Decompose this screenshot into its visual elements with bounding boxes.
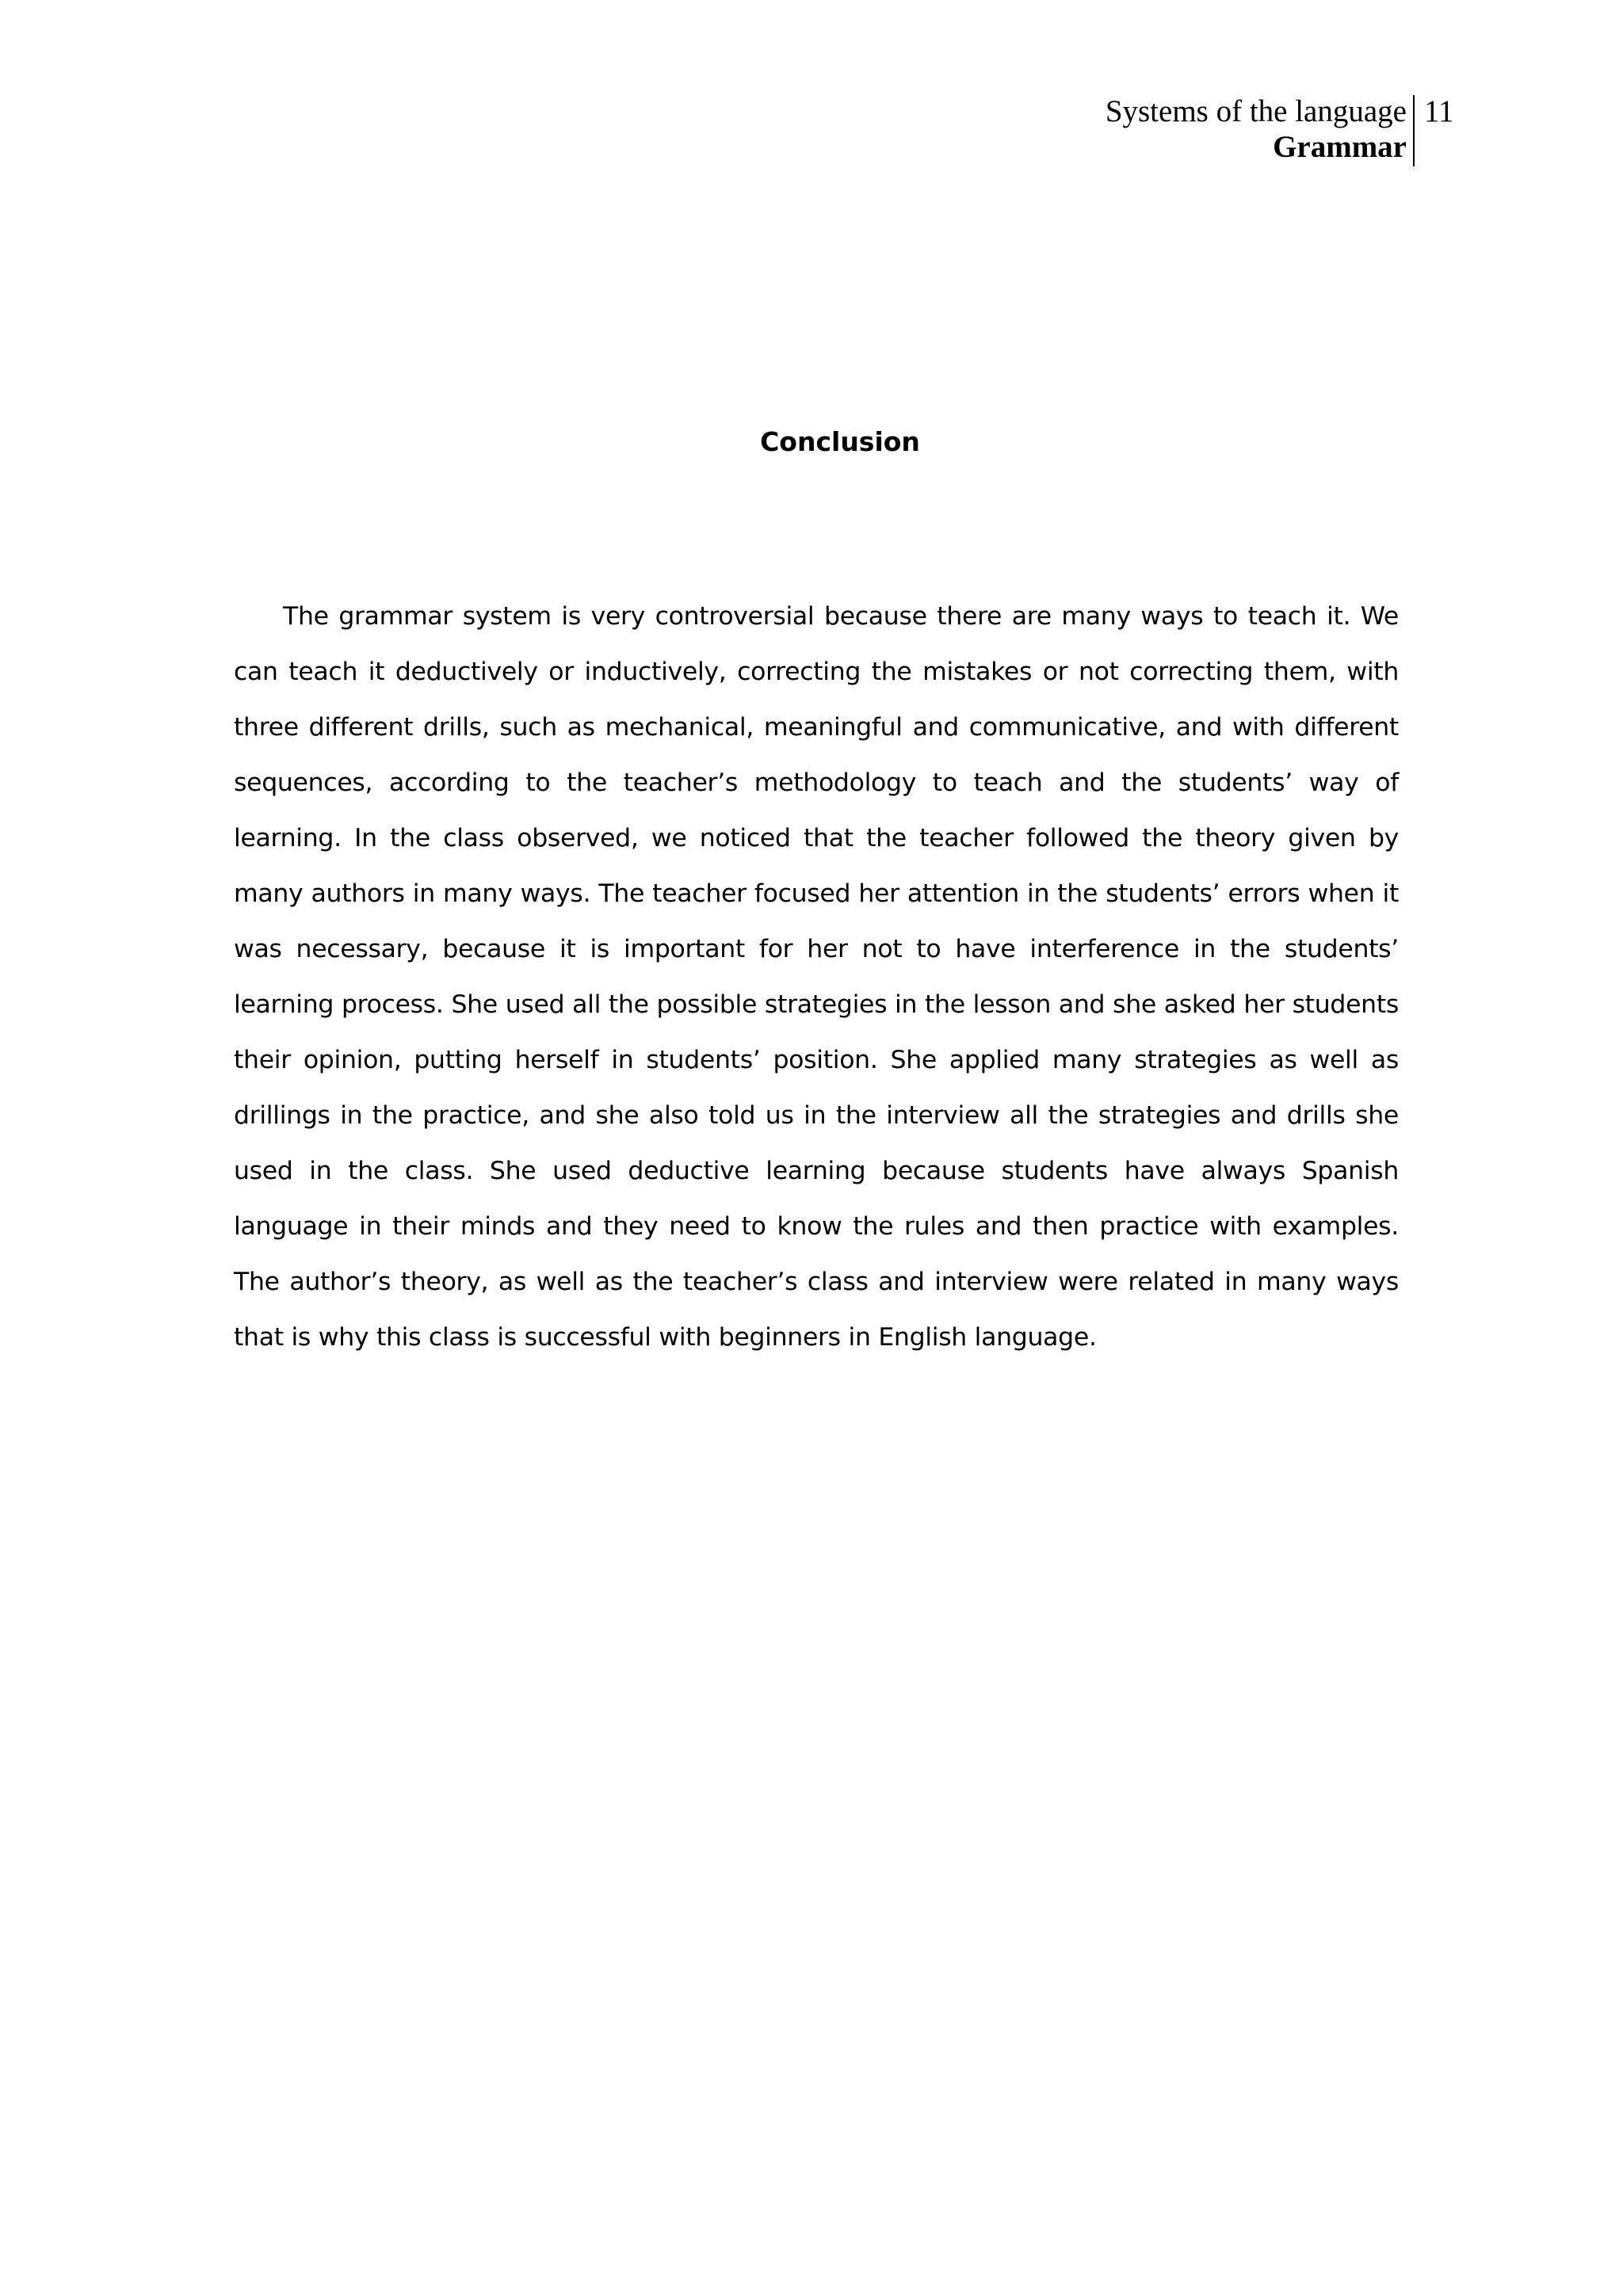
header-divider [1413, 95, 1415, 166]
conclusion-paragraph: The grammar system is very controversial because there are many ways to teach it. We can teach it deductively or inductively, correcting the mistakes or not correcting them, with three different drills, such as mechanical, meaningful and communicative, and with different sequences, according to the teacher’s methodology to teach and the students’ way of learning. In the class observed, we noticed that the teacher followed the theory given by many authors in many ways. The teacher focused her attention in the students’ errors when it was necessary, because it is important for her not to have interference in the students’ learning process. She used all the possible strategies in the lesson and she asked her students their opinion, putting herself in students’ position. She applied many strategies as well as drillings in the practice, and she also told us in the interview all the strategies and drills she used in the class. She used deductive learning because students have always Spanish language in their minds and they need to know the rules and then practice with examples. The author’s theory, as well as the teacher’s class and interview were related in many ways that is why this class is successful with beginners in English language. [234, 602, 1399, 1352]
header-subtitle: Grammar [1273, 130, 1407, 164]
header-title: Systems of the language [1105, 94, 1407, 128]
body-text [234, 589, 1399, 1365]
section-heading: Conclusion [760, 426, 920, 457]
running-header [951, 93, 1407, 165]
page-number: 11 [1424, 94, 1454, 128]
